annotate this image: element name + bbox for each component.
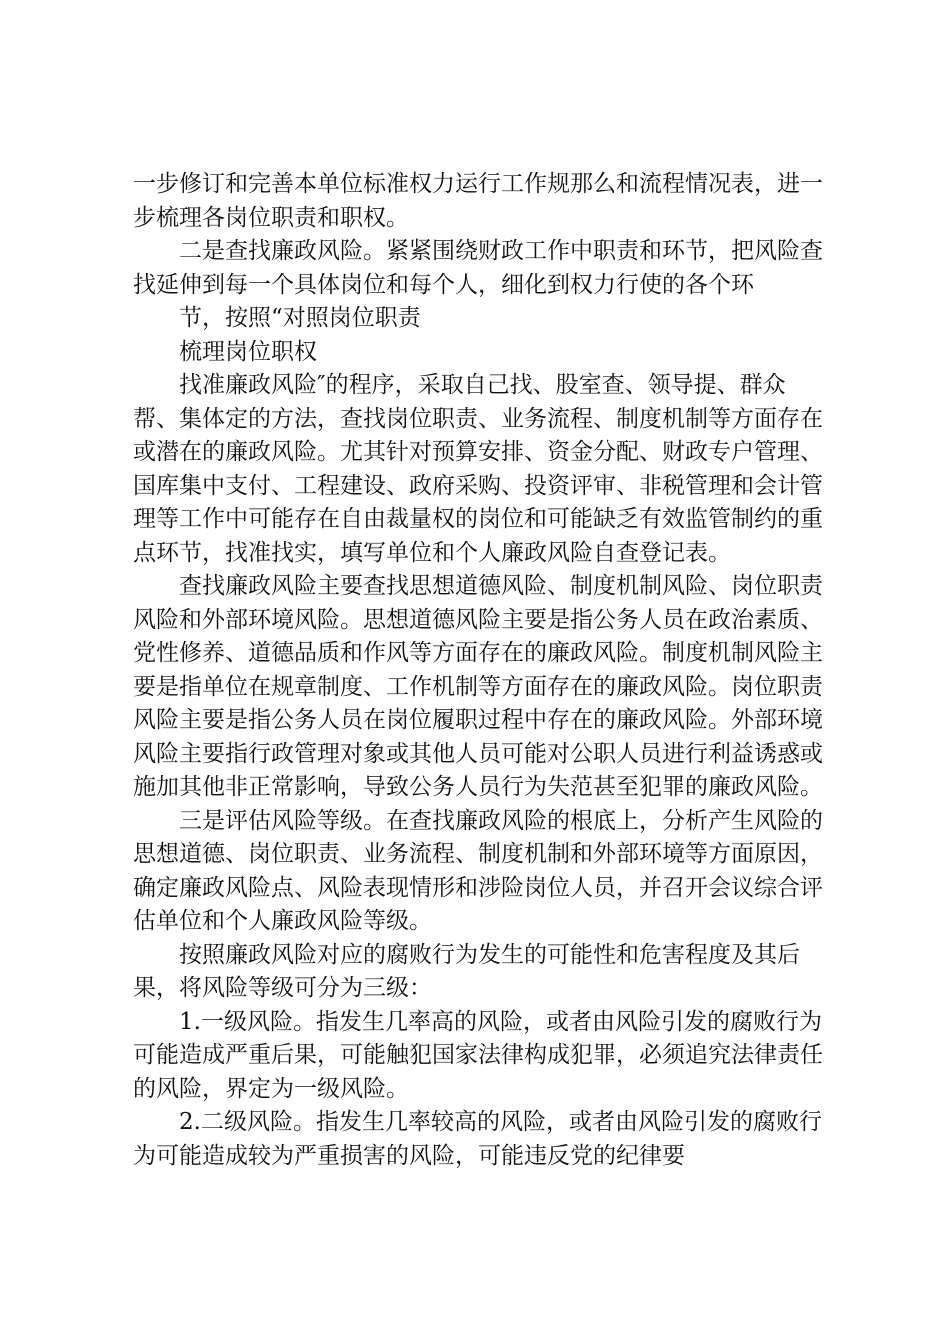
paragraph-6: 查找廉政风险主要查找思想道德风险、制度机制风险、岗位职责风险和外部环境风险。思想道德风险主要是指公务人员在政治素质、党性修养、道德品质和作风等方面存在的廉政风险。制度机制风险主要是指单位在规章制度、工作机制等方面存在的廉政风险。岗位职责风险主要是指公务人员在岗位履职过程中存在的廉政风险。外部环境风险主要指行政管理对象或其他人员可能对公职人员进行利益诱惑或施加其他非正常影响，导致公务人员行为失范甚至犯罪的廉政风险。 [133, 573, 823, 800]
paragraph-3: 节，按照“对照岗位职责 [179, 305, 421, 331]
paragraph-1: 一步修订和完善本单位标准权力运行工作规那么和流程情况表，进一步梳理各岗位职责和职权。 [133, 171, 823, 231]
document-body [133, 168, 823, 1173]
paragraph-5: 找准廉政风险″的程序，采取自己找、股室查、领导提、群众帮、集体定的方法，查找岗位职责、业务流程、制度机制等方面存在或潜在的廉政风险。尤其针对预算安排、资金分配、财政专户管理、国库集中支付、工程建设、政府采购、投资评审、非税管理和会计管理等工作中可能存在自由裁量权的岗位和可能缺乏有效监管制约的重点环节，找准找实，填写单位和个人廉政风险自查登记表。 [133, 372, 823, 566]
paragraph-9: 1.一级风险。指发生几率高的风险，或者由风险引发的腐败行为可能造成严重后果，可能触犯国家法律构成犯罪，必须追究法律责任的风险，界定为一级风险。 [133, 1008, 823, 1102]
paragraph-4: 梳理岗位职权 [179, 338, 317, 365]
paragraph-10: 2.二级风险。指发生几率较高的风险，或者由风险引发的腐败行为可能造成较为严重损害的风险，可能违反党的纪律要 [133, 1109, 822, 1169]
paragraph-2: 二是查找廉政风险。紧紧围绕财政工作中职责和环节，把风险查找延伸到每一个具体岗位和每个人，细化到权力行使的各个环 [133, 238, 823, 298]
paragraph-7: 三是评估风险等级。在查找廉政风险的根底上，分析产生风险的思想道德、岗位职责、业务流程、制度机制和外部环境等方面原因，确定廉政风险点、风险表现情形和涉险岗位人员，并召开会议综合评估单位和个人廉政风险等级。 [133, 807, 823, 934]
paragraph-8: 按照廉政风险对应的腐败行为发生的可能性和危害程度及其后果，将风险等级可分为三级： [133, 941, 800, 1001]
